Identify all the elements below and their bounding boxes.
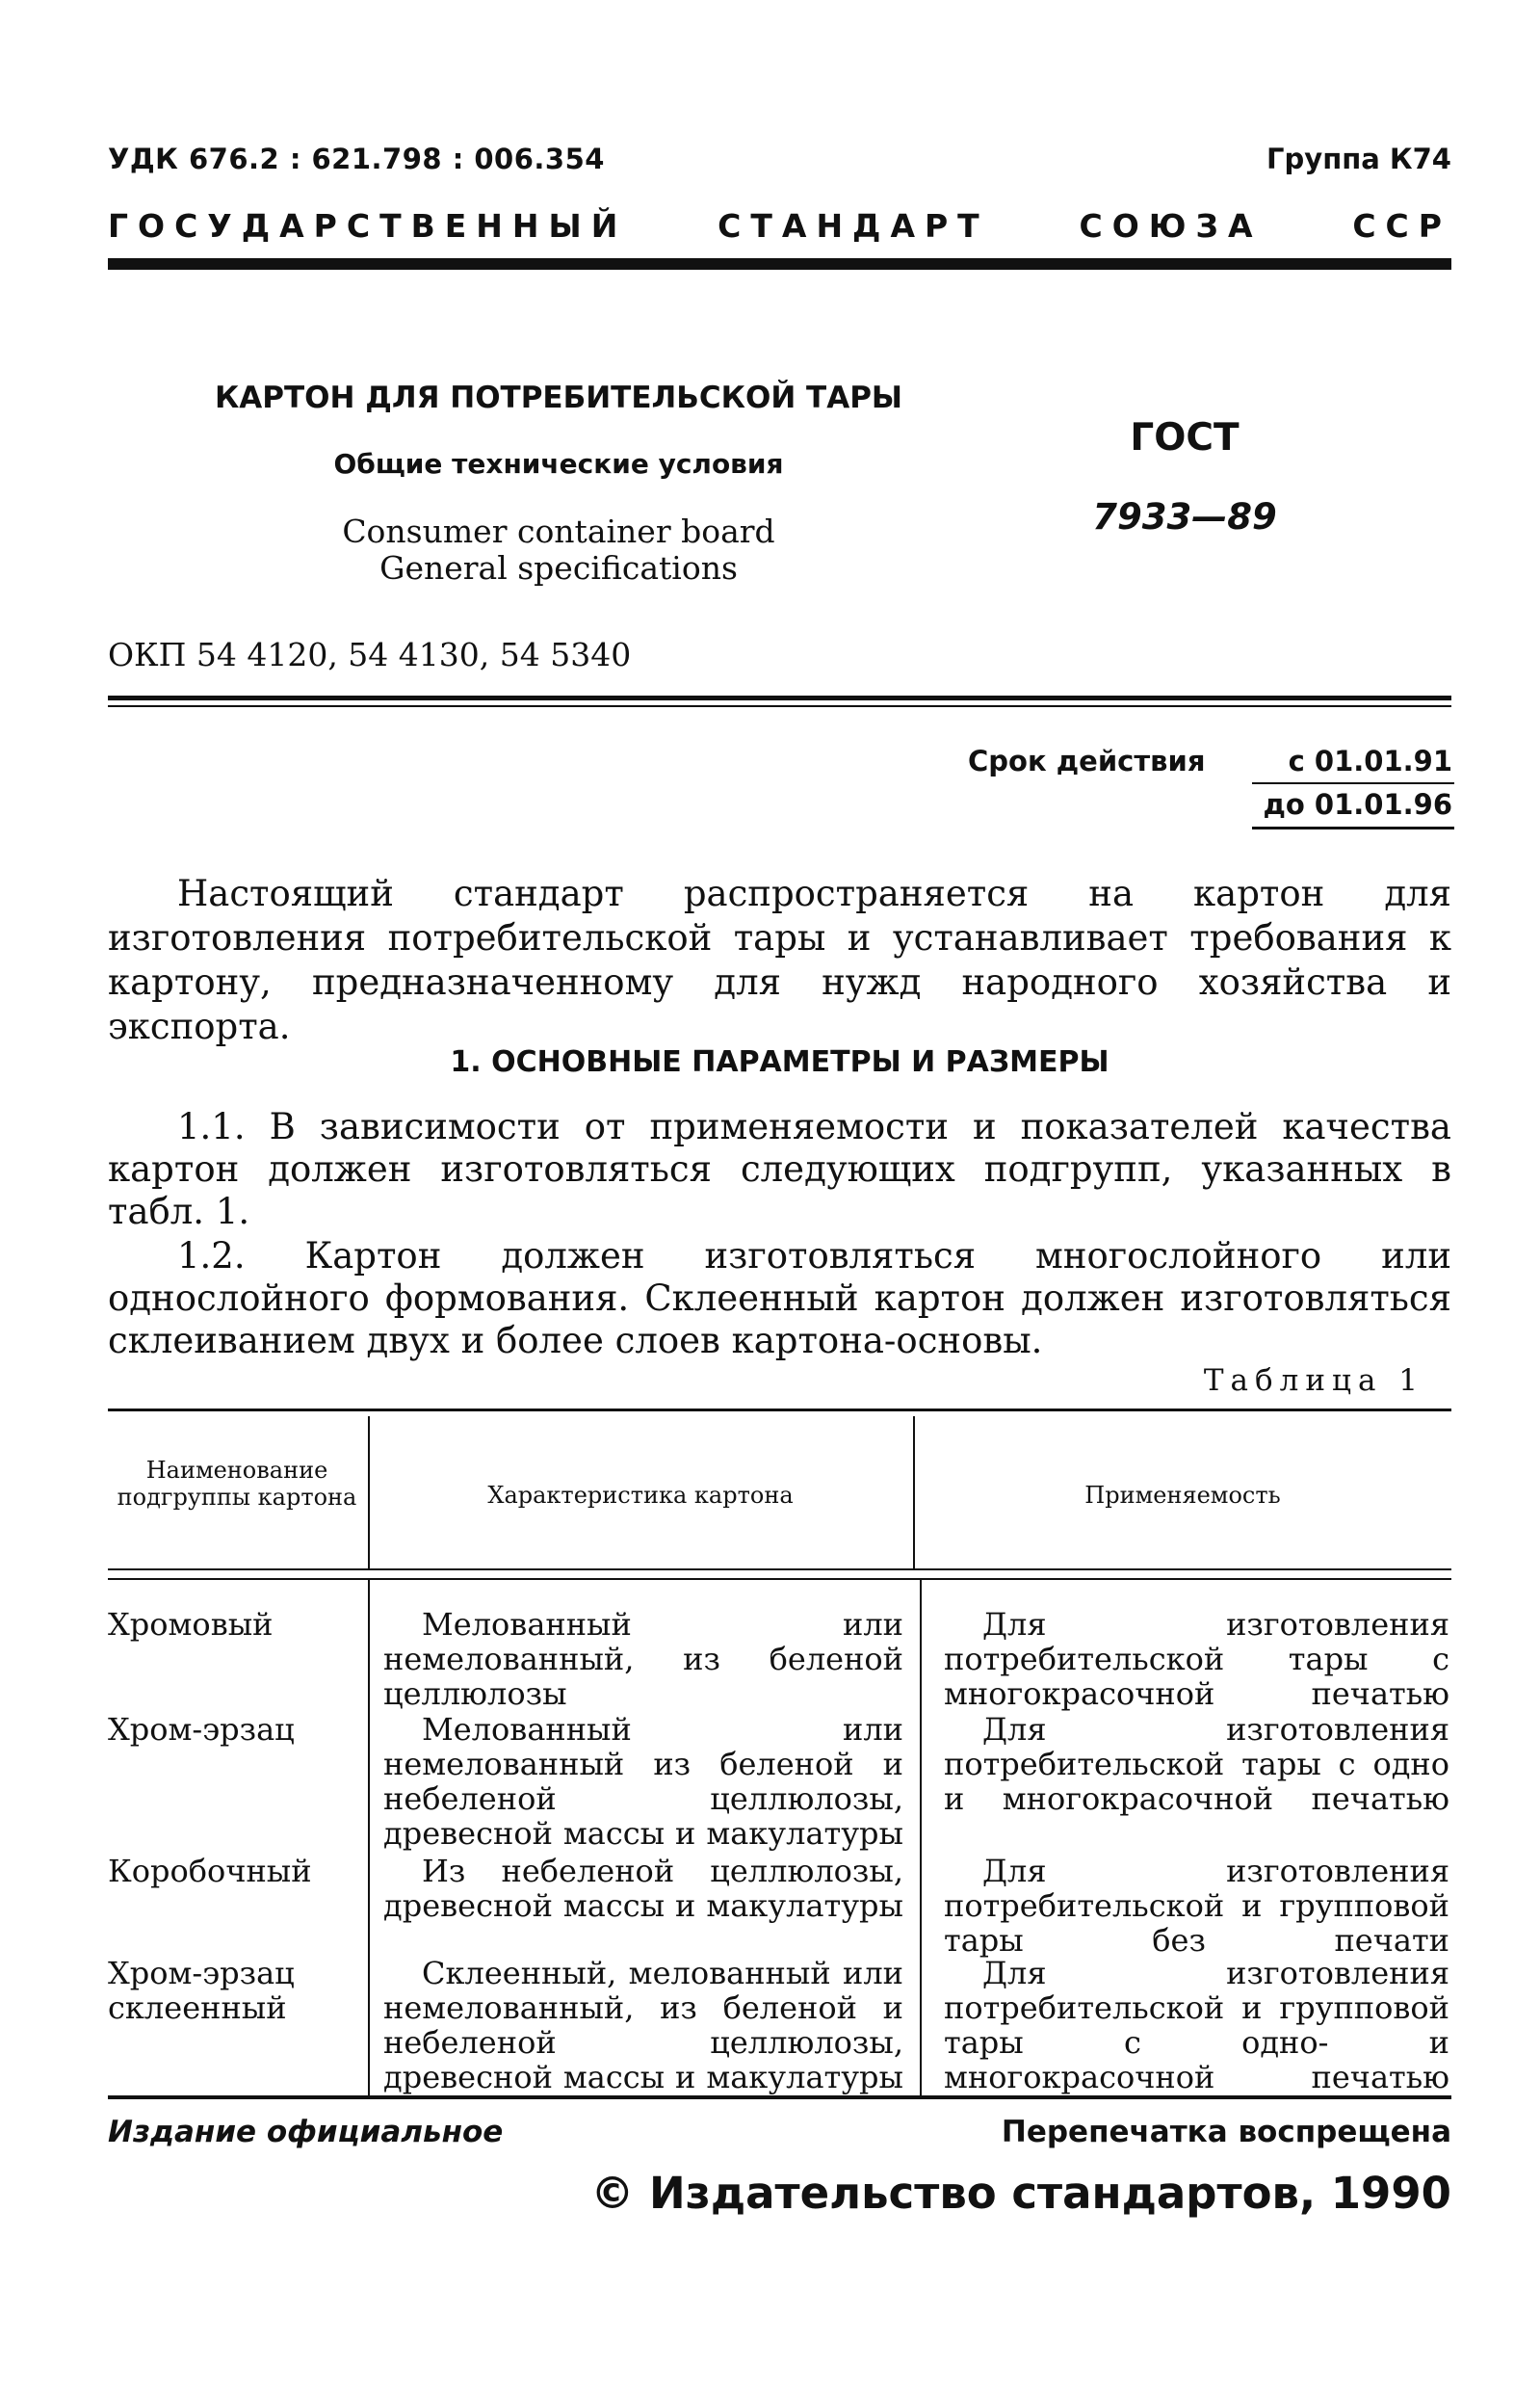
title-rule xyxy=(108,696,1451,700)
gost-number: 7933—89 xyxy=(1092,496,1277,538)
table-top-rule xyxy=(108,1409,1451,1411)
table-cell-name: Хром-эрзац склеенный xyxy=(108,1955,295,2026)
english-title-line: Consumer container board xyxy=(342,513,775,550)
table-header-cell: Применяемость xyxy=(1084,1482,1281,1509)
validity-to: до 01.01.96 xyxy=(1263,788,1452,821)
validity-label: Срок действия xyxy=(968,745,1206,777)
validity-rule xyxy=(1252,827,1454,829)
table-header-rule xyxy=(108,1568,1451,1570)
validity-from: с 01.01.91 xyxy=(1288,745,1452,777)
banner-word: ССР xyxy=(1352,207,1451,245)
banner-word: СОЮЗА xyxy=(1079,207,1263,245)
udk-code: УДК 676.2 : 621.798 : 006.354 xyxy=(108,143,605,175)
table-column-divider xyxy=(920,1580,922,2095)
banner-word: ГОСУДАРСТВЕННЫЙ xyxy=(108,207,628,245)
paragraph-1-1: 1.1. В зависимости от применяемости и показателей качества картон должен изготовляться следующих подгрупп, указанных в табл. 1. xyxy=(108,1106,1451,1232)
intro-paragraph: Настоящий стандарт распространяется на картон для изготовления потребительской тары и устанавливает требования к картону, предназначенному для нужд народного хозяйства и экспорта. xyxy=(108,873,1451,1047)
table-cell-characteristic: Мелованный или немелованный, из беленой целлюлозы xyxy=(383,1606,903,1712)
edition-note: Издание официальное xyxy=(108,2115,504,2149)
table-bottom-rule xyxy=(108,2095,1451,2099)
banner-word: СТАНДАРТ xyxy=(718,207,989,245)
gost-label: ГОСТ xyxy=(1130,416,1240,460)
group-code: Группа К74 xyxy=(1266,143,1451,175)
english-title-line: General specifications xyxy=(379,549,738,587)
paragraph-1-2: 1.2. Картон должен изготовляться многослойного или однослойного формования. Склеенный картон должен изготовляться склеиванием двух и более слоев картона-основы. xyxy=(108,1235,1451,1361)
document-title: КАРТОН ДЛЯ ПОТРЕБИТЕЛЬСКОЙ ТАРЫ xyxy=(214,381,903,415)
table-header-cell: Наименование подгруппы картона xyxy=(117,1457,357,1511)
table-column-divider xyxy=(913,1416,915,1568)
table-cell-usage: Для изготовления потребительской и групповой тары без печати xyxy=(944,1853,1449,1959)
table-cell-usage: Для изготовления потребительской и групповой тары с одно- и многокрасочной печатью xyxy=(944,1955,1449,2095)
table-header-cell: Характеристика картона xyxy=(487,1482,794,1509)
validity-rule xyxy=(1252,782,1454,784)
okp-codes: ОКП 54 4120, 54 4130, 54 5340 xyxy=(108,636,632,673)
header-rule xyxy=(108,258,1451,270)
table-header-rule xyxy=(108,1578,1451,1580)
reprint-note: Перепечатка воспрещена xyxy=(1001,2115,1451,2149)
document-subtitle: Общие технические условия xyxy=(333,448,784,480)
table-cell-characteristic: Склеенный, мелованный или немелованный, из беленой и небеленой целлюлозы, древесной массы и макулатуры xyxy=(383,1955,903,2095)
title-rule xyxy=(108,705,1451,707)
english-title xyxy=(193,513,925,587)
table-cell-name: Хром-эрзац xyxy=(108,1711,295,1748)
publisher-line: © Издательство стандартов, 1990 xyxy=(590,2168,1451,2219)
table-column-divider xyxy=(368,1580,370,2095)
table-column-divider xyxy=(368,1416,370,1568)
table-cell-name: Коробочный xyxy=(108,1853,312,1889)
state-standard-banner xyxy=(108,207,1451,245)
table-cell-characteristic: Из небеленой целлюлозы, древесной массы и макулатуры xyxy=(383,1853,903,1924)
table-cell-name: Хромовый xyxy=(108,1606,274,1643)
table-cell-usage: Для изготовления потребительской тары с многокрасочной печатью xyxy=(944,1606,1449,1712)
section-title: 1. ОСНОВНЫЕ ПАРАМЕТРЫ И РАЗМЕРЫ xyxy=(450,1045,1109,1079)
table-cell-usage: Для изготовления потребительской тары с одно и многокрасочной печатью xyxy=(944,1711,1449,1817)
table-caption: Таблица 1 xyxy=(1203,1363,1424,1398)
table-cell-characteristic: Мелованный или немелованный из беленой и небеленой целлюлозы, древесной массы и макулатуры xyxy=(383,1711,903,1852)
